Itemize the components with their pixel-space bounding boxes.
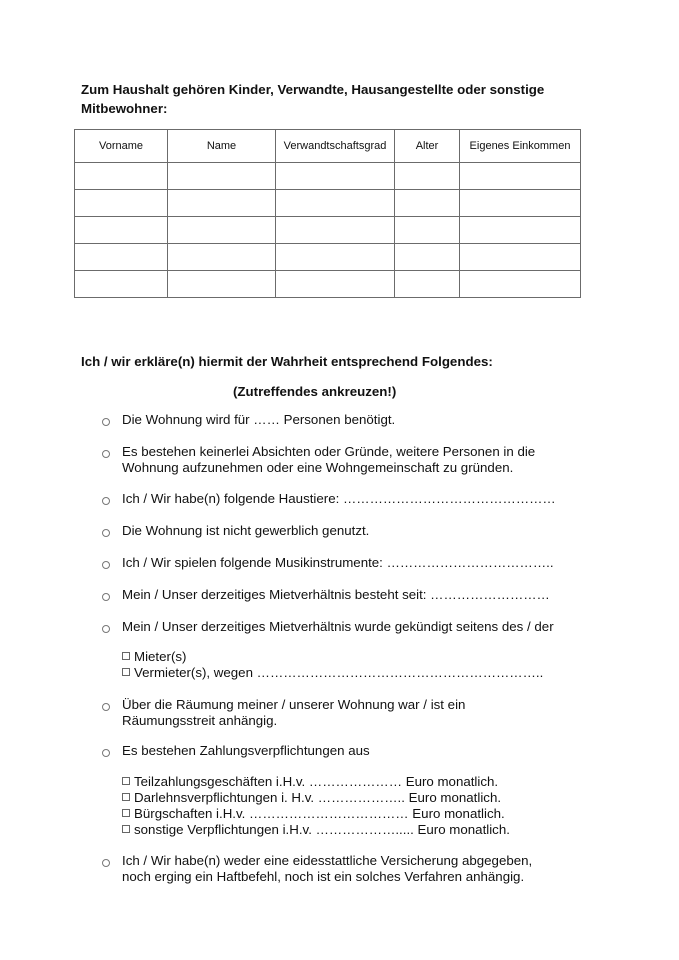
- household-heading-line1: Zum Haushalt gehören Kinder, Verwandte, Hausangestellte oder sonstige: [81, 82, 545, 97]
- table-cell[interactable]: [168, 244, 276, 271]
- square-checkbox-icon[interactable]: [122, 793, 130, 801]
- table-cell[interactable]: [395, 244, 460, 271]
- item-line: Räumungsstreit anhängig.: [122, 713, 278, 728]
- table-cell[interactable]: [168, 217, 276, 244]
- option-label: Darlehnsverpflichtungen i. H.v. ……………….. Euro monatlich.: [134, 790, 502, 805]
- table-cell[interactable]: [395, 190, 460, 217]
- circle-bullet-icon[interactable]: [102, 593, 110, 601]
- item-line: Ich / Wir habe(n) folgende Haustiere: …………………………………………: [122, 491, 556, 506]
- item-line: Die Wohnung wird für …… Personen benötigt.: [122, 412, 396, 427]
- table-cell[interactable]: [75, 163, 168, 190]
- square-checkbox-icon[interactable]: [122, 652, 130, 660]
- table-cell[interactable]: [395, 271, 460, 298]
- column-header-vorname: Vorname: [75, 130, 168, 163]
- option-label: Mieter(s): [134, 649, 187, 664]
- item-line: noch erging ein Haftbefehl, noch ist ein solches Verfahren anhängig.: [122, 869, 525, 884]
- table-row: [75, 163, 581, 190]
- declaration-item-eviction: [122, 697, 465, 729]
- table-row: [75, 271, 581, 298]
- table-cell[interactable]: [75, 217, 168, 244]
- circle-bullet-icon[interactable]: [102, 625, 110, 633]
- item-line: Es bestehen Zahlungsverpflichtungen aus: [122, 743, 370, 758]
- square-checkbox-icon[interactable]: [122, 809, 130, 817]
- circle-bullet-icon[interactable]: [102, 561, 110, 569]
- option-sonstige: [122, 822, 510, 838]
- item-line: Ich / Wir spielen folgende Musikinstrumente: ………………………………..: [122, 555, 554, 570]
- declaration-item-tenancy-since: [122, 587, 550, 603]
- table-cell[interactable]: [395, 217, 460, 244]
- declaration-item-persons: [122, 412, 395, 428]
- payment-obligation-options: [122, 774, 510, 838]
- table-cell[interactable]: [168, 271, 276, 298]
- item-line: Ich / Wir habe(n) weder eine eidesstattliche Versicherung abgegeben,: [122, 853, 533, 868]
- square-checkbox-icon[interactable]: [122, 825, 130, 833]
- item-line: Wohnung aufzunehmen oder eine Wohngemeinschaft zu gründen.: [122, 460, 514, 475]
- table-cell[interactable]: [460, 271, 581, 298]
- table-cell[interactable]: [276, 163, 395, 190]
- table-row: [75, 217, 581, 244]
- table-header-row: [75, 130, 581, 163]
- circle-bullet-icon[interactable]: [102, 497, 110, 505]
- declaration-instruction: (Zutreffendes ankreuzen!): [233, 384, 397, 399]
- option-label: Vermieter(s), wegen ………………………………………………………..: [134, 665, 544, 680]
- option-label: sonstige Verpflichtungen i.H.v. ………………..... Euro monatlich.: [134, 822, 510, 837]
- column-header-alter: Alter: [395, 130, 460, 163]
- declaration-item-payment-obligations: [122, 743, 370, 759]
- option-label: Teilzahlungsgeschäften i.H.v. ………………… Euro monatlich.: [134, 774, 499, 789]
- option-darlehen: [122, 790, 510, 806]
- declaration-item-no-affidavit: [122, 853, 532, 885]
- table-cell[interactable]: [276, 244, 395, 271]
- declaration-item-instruments: [122, 555, 554, 571]
- item-line: Über die Räumung meiner / unserer Wohnung war / ist ein: [122, 697, 466, 712]
- circle-bullet-icon[interactable]: [102, 703, 110, 711]
- option-label: Bürgschaften i.H.v. ……………………………… Euro monatlich.: [134, 806, 505, 821]
- table-cell[interactable]: [276, 271, 395, 298]
- option-mieter: [122, 649, 543, 665]
- declaration-heading: Ich / wir erkläre(n) hiermit der Wahrheit entsprechend Folgendes:: [81, 354, 493, 369]
- column-header-verwandtschaftsgrad: Verwandtschaftsgrad: [276, 130, 395, 163]
- household-members-table: [74, 129, 581, 298]
- table-row: [75, 190, 581, 217]
- declaration-item-no-additional-persons: [122, 444, 535, 476]
- circle-bullet-icon[interactable]: [102, 418, 110, 426]
- circle-bullet-icon[interactable]: [102, 859, 110, 867]
- item-line: Die Wohnung ist nicht gewerblich genutzt.: [122, 523, 370, 538]
- table-cell[interactable]: [75, 190, 168, 217]
- termination-options: [122, 649, 543, 681]
- circle-bullet-icon[interactable]: [102, 529, 110, 537]
- table-cell[interactable]: [460, 217, 581, 244]
- table-cell[interactable]: [168, 190, 276, 217]
- declaration-item-pets: [122, 491, 556, 507]
- declaration-item-not-commercial: [122, 523, 369, 539]
- circle-bullet-icon[interactable]: [102, 450, 110, 458]
- table-cell[interactable]: [460, 244, 581, 271]
- table-cell[interactable]: [168, 163, 276, 190]
- household-heading-line2: Mitbewohner:: [81, 101, 168, 116]
- table-cell[interactable]: [75, 271, 168, 298]
- table-row: [75, 244, 581, 271]
- column-header-einkommen: Eigenes Einkommen: [460, 130, 581, 163]
- column-header-name: Name: [168, 130, 276, 163]
- table-cell[interactable]: [460, 163, 581, 190]
- option-vermieter: [122, 665, 543, 681]
- table-cell[interactable]: [395, 163, 460, 190]
- square-checkbox-icon[interactable]: [122, 777, 130, 785]
- table-cell[interactable]: [460, 190, 581, 217]
- item-line: Mein / Unser derzeitiges Mietverhältnis wurde gekündigt seitens des / der: [122, 619, 554, 634]
- table-cell[interactable]: [75, 244, 168, 271]
- option-teilzahlung: [122, 774, 510, 790]
- table-cell[interactable]: [276, 190, 395, 217]
- option-buergschaften: [122, 806, 510, 822]
- household-heading: [81, 80, 544, 118]
- declaration-item-tenancy-terminated: [122, 619, 554, 635]
- item-line: Mein / Unser derzeitiges Mietverhältnis besteht seit: ………………………: [122, 587, 550, 602]
- circle-bullet-icon[interactable]: [102, 749, 110, 757]
- item-line: Es bestehen keinerlei Absichten oder Gründe, weitere Personen in die: [122, 444, 536, 459]
- square-checkbox-icon[interactable]: [122, 668, 130, 676]
- table-cell[interactable]: [276, 217, 395, 244]
